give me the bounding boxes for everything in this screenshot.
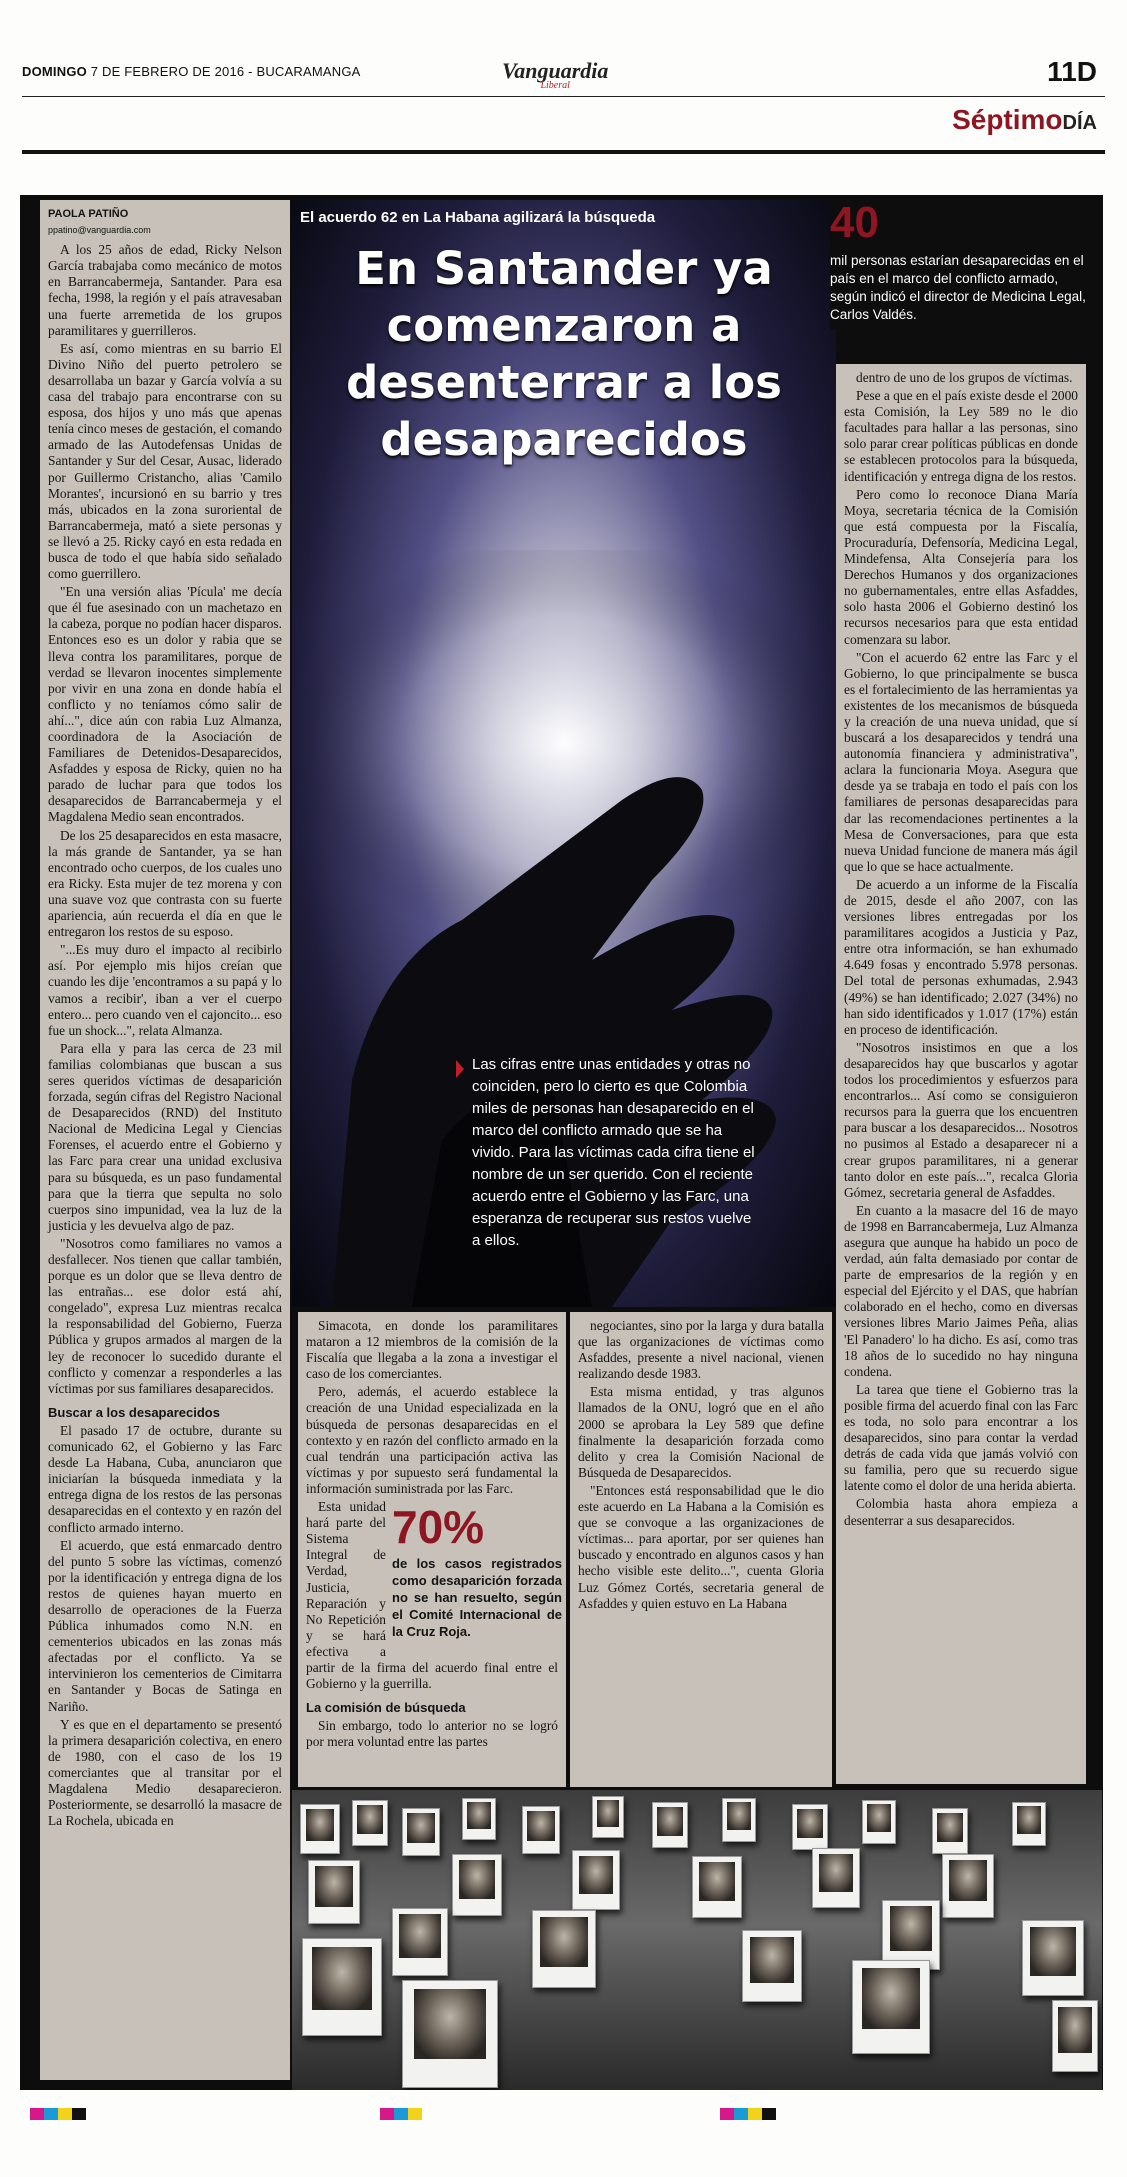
column-2-paragraph: Esta unidad hará parte del Sistema Integral de Verdad, Justicia, Reparación y No Repetición y se hará efectiva a partir de la firma del acuerdo final entre el Gobierno y la guerrilla. — [306, 1499, 558, 1692]
column-1-paragraph: El pasado 17 de octubre, durante su comunicado 62, el Gobierno y las Farc desde La Habana, Cuba, anunciaron que iniciarían la búsqueda inmediata y la entrega digna de los restos de las personas desaparecidas en el contexto y en razón del conflicto armado interno. — [48, 1422, 282, 1535]
photo-card — [392, 1908, 448, 1976]
photo-card — [852, 1960, 930, 2054]
column-1-paragraph: "...Es muy duro el impacto al recibirlo así. Por ejemplo mis hijos creían que cuando les dije 'encontramos a su papá y lo vamos a recibir', iban a ver el cuerpo entero... pero cuando ven el cajoncito... eso fue un shock...", relata Almanza. — [48, 942, 282, 1038]
stat-box-mid — [392, 1501, 562, 1643]
stat-mid-number: 70% — [392, 1501, 485, 1554]
photo-card — [300, 1804, 340, 1854]
stat-top-text: mil personas estarían desaparecidas en el país en el marco del conflicto armado, según indicó el director de Medicina Legal, Carlos Valdés. — [830, 253, 1086, 322]
photo-caption: Las cifras entre unas entidades y otras no coinciden, pero lo cierto es que Colombia miles de personas han desaparecido en el marco del conflicto armado que se ha vivido. Para las víctimas cada cifra tiene el nombre de un ser querido. Con el reciente acuerdo entre el Gobierno y las Farc, una esperanza de recuperar sus restos vuelve a ellos. — [472, 1056, 755, 1249]
column-4-paragraph: Pese a que en el país existe desde el 2000 esta Comisión, la Ley 589 no le dio facultades para hallar a las personas, sino solo parar crear políticas públicas en donde se establecen protocolos para la búsqueda, identificación y entrega digna de los restos. — [844, 388, 1078, 484]
column-1-paragraph: A los 25 años de edad, Ricky Nelson García trabajaba como mecánico de motos en Barrancabermeja, Santander. Para esa fecha, 1998, la región y el país atravesaban una fuerte arremetida de los grupos paramilitares y guerrilleros. — [48, 242, 282, 338]
section-sub: DÍA — [1062, 112, 1097, 134]
stat-box-top — [830, 200, 1100, 330]
column-1-paragraph: Y es que en el departamento se presentó la primera desaparición colectiva, en enero de 1980, con el caso de los 19 comerciantes que al transitar por el Magdalena Medio desaparecieron. Posteriormente, se desarrolló la masacre de La Rochela, ubicada en — [48, 1716, 282, 1829]
photo-card — [792, 1804, 828, 1850]
header-date-place: 7 DE FEBRERO DE 2016 - BUCARAMANGA — [90, 64, 361, 79]
logo-text: Vanguardia — [502, 58, 609, 83]
article-headline: En Santander ya comenzaron a desenterrar a los desaparecidos — [346, 242, 782, 466]
page-number: 11D — [1047, 56, 1097, 87]
column-3-paragraph: negociantes, sino por la larga y dura batalla que las organizaciones de víctimas como Asfaddes, presente a nivel nacional, vienen realizando desde 1983. — [578, 1318, 824, 1382]
column-4-paragraph: "Con el acuerdo 62 entre las Farc y el Gobierno, lo que principalmente se busca es el fortalecimiento de las herramientas ya existentes de los mecanismos de búsqueda y la creación de una nueva unidad, que sí buscará a los desaparecidos y tendrá una autonomía financiera y administrativa", aclara la funcionaria Moya. Asegura que desde ya se trabaja en todo el país con los familiares de personas desaparecidas para dar las recomendaciones pertinentes a la Mesa de Conversaciones, para que esta nueva Unidad funcione de manera más ágil que lo que se hace actualmente. — [844, 649, 1078, 874]
memorial-photos-image — [292, 1790, 1102, 2090]
stat-top-number: 40 — [830, 198, 879, 247]
article-kicker: El acuerdo 62 en La Habana agilizará la búsqueda — [300, 209, 656, 226]
photo-card — [1022, 1920, 1084, 1996]
column-4-paragraph: Colombia hasta ahora empieza a desenterrar a sus desaparecidos. — [844, 1496, 1078, 1528]
column-2-paragraph: Simacota, en donde los paramilitares mataron a 12 miembros de la comisión de la Fiscalía que llegaba a la zona a investigar el caso de los comerciantes. — [306, 1318, 558, 1382]
column-4-paragraph: "Nosotros insistimos en que a los desaparecidos hay que buscarlos y agotar todos los procedimientos y esfuerzos para encontrarlos... Así como se consiguieron recursos para la guerra que los encuentren para buscar a los desaparecidos... Nosotros no pusimos al Estado a desaparecer ni a crear grupos paramilitares, ni a generar tanto dolor en este país...", recalca Gloria Gómez, secretaria general de Asfaddes. — [844, 1039, 1078, 1200]
column-2-paragraph: Pero, además, el acuerdo establece la creación de una Unidad especializada en la búsqueda de personas desaparecidas en el contexto y en razón del conflicto armado en la cual tendrán una participación activa las víctimas y por supuesto será fundamental la información suministrada por las Farc. — [306, 1384, 558, 1496]
newspaper-logo — [502, 58, 608, 91]
photo-card — [692, 1856, 742, 1918]
author-email: ppatino@vanguardia.com — [48, 225, 151, 236]
column-1-paragraph: El acuerdo, que está enmarcado dentro del punto 5 sobre las víctimas, comenzó por la identificación y entrega digna de los restos de quienes hayan muerto en desarrollo de operaciones de la Fuerza Pública inhumados como N.N. en cementerios ubicados en las zonas más afectadas por el conflicto. Ya se intervinieron los cementerios de Cimitarra en Santander y Bocas de Satinga en Nariño. — [48, 1537, 282, 1714]
column-4-paragraph: De acuerdo a un informe de la Fiscalía de 2015, desde el año 2007, con las versiones libres entregadas por los paramilitares acogidos a Justicia y Paz, entre otra información, se han exhumado 4.649 fosas y encontrado 5.978 personas. Del total de personas exhumadas, 2.943 (49%) se han identificado; 2.027 (34%) no han sido identificados y 1.017 (17%) están en proceso de identificación. — [844, 876, 1078, 1037]
photo-card — [932, 1808, 968, 1854]
caption-marker-icon — [456, 1060, 464, 1078]
photo-card — [722, 1798, 756, 1842]
article-column-4 — [836, 364, 1086, 1784]
column-4-paragraph: En cuanto a la masacre del 16 de mayo de 1998 en Barrancabermeja, Luz Almanza asegura que aunque ha habido un poco de verdad, aún falta demasiado por contar de parte de empresarios de la región y en especial del Ejército y el DAS, que habrían colaborado en el hecho, como en diversas versiones libres Mario Jaimes Peña, alias 'El Panadero' lo ha dicho. Es así, como tras 18 años de lo sucedido no hay ninguna condena. — [844, 1202, 1078, 1379]
section-main: Séptimo — [952, 104, 1063, 135]
section-title — [952, 104, 1097, 136]
author-byline: PAOLA PATIÑO — [48, 208, 129, 220]
photo-card — [742, 1930, 802, 2002]
photo-card — [522, 1806, 560, 1854]
photo-card — [1052, 2000, 1098, 2072]
section-rule — [22, 150, 1105, 154]
column-4-paragraph: dentro de uno de los grupos de víctimas. — [856, 370, 1073, 385]
photo-card — [942, 1854, 994, 1918]
photo-card — [532, 1910, 596, 1988]
photo-card — [812, 1848, 860, 1908]
article-column-3 — [570, 1312, 832, 1787]
column-2-paragraph: Sin embargo, todo lo anterior no se logró por mera voluntad entre las partes — [306, 1718, 558, 1750]
photo-card — [452, 1854, 502, 1916]
logo-subtext: Liberal — [540, 80, 570, 91]
photo-card — [652, 1802, 688, 1848]
header-date — [22, 64, 361, 79]
column-2-subhead: La comisión de búsqueda — [306, 1700, 466, 1716]
photo-card — [308, 1860, 360, 1924]
column-1-paragraph: Para ella y para las cerca de 23 mil familias colombianas que buscan a sus seres queridos víctimas de desaparición forzada, según cifras del Registro Nacional de Desaparecidos (RND) del Instituto Nacional de Medicina Legal y Ciencias Forenses, el acuerdo entre el Gobierno y las Farc para crear una unidad exclusiva para su búsqueda, es un paso fundamental para que la tierra que sepulta no solo cuerpos sino impunidad, vea la luz de la justicia y les devuelva algo de paz. — [48, 1040, 282, 1233]
photo-card — [572, 1850, 620, 1910]
column-3-paragraph: "Entonces está responsabilidad que le dio este acuerdo en La Habana a la Comisión es que se convoque a las organizaciones de víctimas... para aportar, por ser quienes han buscado y encontrado en algunos casos y han hecho visible este delito...", cuenta Gloria Luz Gómez Cortés, secretaria general de Asfaddes y quien estuvo en La Habana — [578, 1482, 824, 1611]
photo-card — [302, 1938, 382, 2036]
header-weekday: DOMINGO — [22, 64, 87, 79]
article-column-2 — [298, 1312, 566, 1787]
column-4-paragraph: La tarea que tiene el Gobierno tras la posible firma del acuerdo final con las Farc es toda, no solo para encontrar a los desaparecidos, sino para contar la verdad detrás de cada vida que jamás volvió con su familia, pero que su recuerdo sigue latente como el dolor de una herida abierta. — [844, 1381, 1078, 1494]
column-1-paragraph: "En una versión alias 'Pícula' me decía que él fue asesinado con un machetazo en la cabeza, porque no podían hacer disparos. Entonces eso es un dolor y rabia que se lleva contra los paramilitares, porque de verdad se llevaron inocentes simplemente por vivir en una zona en donde había el conflicto y no teníamos cómo salir de ahí...", dice aún con rabia Luz Almanza, coordinadora de la Asociación de Familiares de Detenidos-Desaparecidos, Asfaddes y esposa de Ricky, quien no ha parado de luchar para que todos los desaparecidos de Barrancabermeja y el Magdalena Medio sean encontrados. — [48, 584, 282, 825]
stat-mid-text: de los casos registrados como desaparición forzada no se han resuelto, según el Comité Internacional de la Cruz Roja. — [392, 1556, 562, 1640]
photo-card — [1012, 1802, 1046, 1846]
photo-card — [402, 1980, 498, 2088]
column-1-paragraph: De los 25 desaparecidos en esta masacre, la más grande de Santander, ya se han encontrado ocho cuerpos, de los cuales uno era Ricky. Esta mujer de tez morena y con una suave voz que contrasta con su fuerte apariencia, aún recuerda el día en que le entregaron los restos de su esposo. — [48, 827, 282, 940]
column-1-paragraph: Es así, como mientras en su barrio El Divino Niño del puerto petrolero se desarrollaba un bazar y García volvía a su casa del trabajo para encontrarse con su esposa, dos hijos y uno más que apenas tenía cinco meses de gestación, el comando armado de las Autodefensas Unidas de Santander y Sur del Cesar, Ausac, liderado por Guillermo Cristancho, alias 'Camilo Morantes', incursionó en su barrio y tres más, ubicados en la zona suroriental de Barrancabermeja, mató a siete personas y se llevó a 25. Ricky cayó en esta redada en busca de todo el que había sido señalado como guerrillero. — [48, 340, 282, 582]
photo-card — [462, 1798, 496, 1840]
column-3-paragraph: Esta misma entidad, y tras algunos llamados de la ONU, logró que en el año 2000 se aprobara la Ley 589 que define finalmente la desaparición forzada como delito y crea la Comisión Nacional de Búsqueda de Desaparecidos. — [578, 1384, 824, 1480]
header-rule — [22, 96, 1105, 97]
column-4-paragraph: Pero como lo reconoce Diana María Moya, secretaria técnica de la Comisión que está compuesta por la Fiscalía, Procuraduría, Defensoría, Medicina Legal, Mindefensa, Alta Consejería para los Derechos Humanos y dos organizaciones no gubernamentales, entre ellas Asfaddes, solo hasta 2006 el Gobierno destinó los recursos necesarios para que esta entidad comenzara su labor. — [844, 486, 1078, 647]
print-registration-bar — [0, 2108, 1127, 2120]
page-header — [22, 54, 1105, 100]
column-1-paragraph: "Nosotros como familiares no vamos a desfallecer. Nos tienen que callar también, porque es un dolor que se lleva dentro de las entrañas... ese dolor está ahí, congelado", expresa Luz mientras recalca la responsabilidad del Gobierno, Fuerza Pública y grupos armados al margen de la ley de reconocer lo sucedido durante el conflicto y comenzar a responderles a las víctimas por sus familiares desaparecidos. — [48, 1235, 282, 1396]
column-1-subhead: Buscar a los desaparecidos — [48, 1404, 220, 1420]
photo-card — [402, 1808, 440, 1856]
article-column-1 — [40, 200, 290, 2080]
photo-card — [352, 1800, 388, 1846]
photo-card — [592, 1796, 624, 1838]
photo-card — [862, 1800, 896, 1844]
